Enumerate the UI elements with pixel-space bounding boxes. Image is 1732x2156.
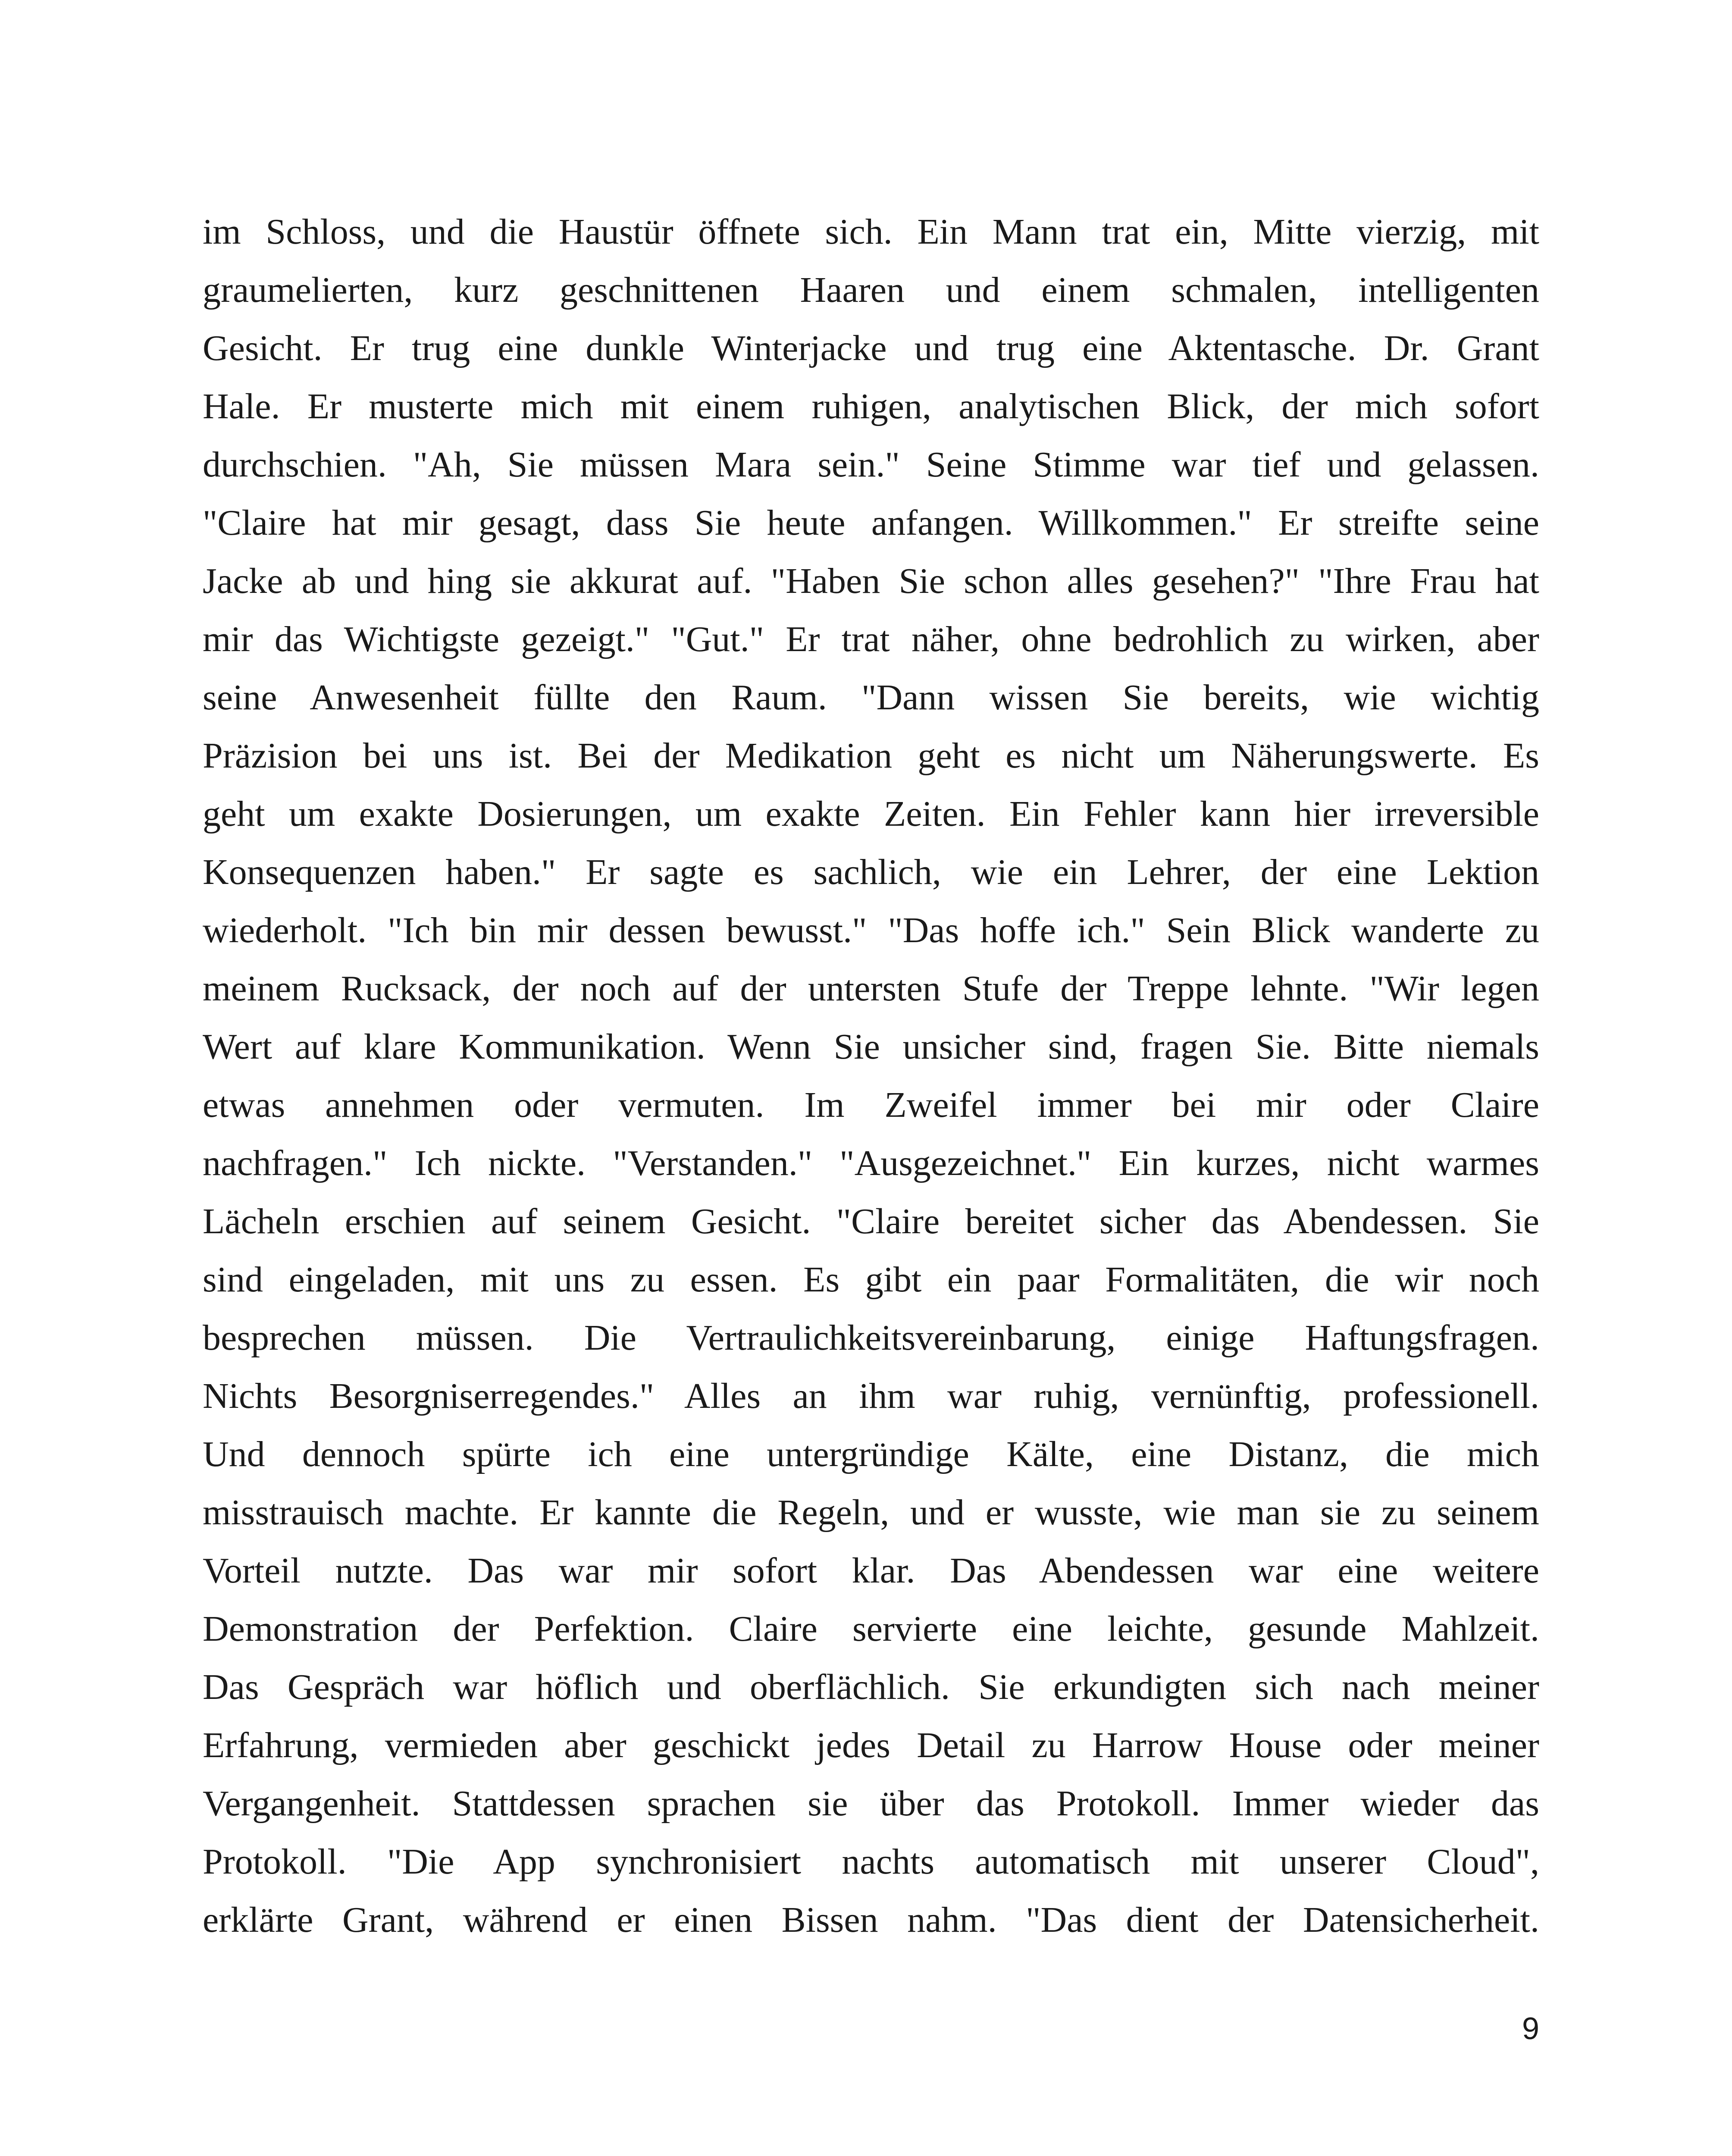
text-line: Vorteil nutzte. Das war mir sofort klar. Das Abendessen war eine weitere: [203, 1551, 1539, 1591]
text-line: misstrauisch machte. Er kannte die Regeln, und er wusste, wie man sie zu seinem: [203, 1492, 1539, 1532]
text-line: Protokoll. "Die App synchronisiert nachts automatisch mit unserer Cloud",: [203, 1842, 1539, 1882]
text-line: Jacke ab und hing sie akkurat auf. "Haben Sie schon alles gesehen?" "Ihre Frau hat: [203, 561, 1539, 601]
text-line: erklärte Grant, während er einen Bissen nahm. "Das dient der Datensicherheit.: [203, 1900, 1539, 1940]
text-line: Gesicht. Er trug eine dunkle Winterjacke und trug eine Aktentasche. Dr. Grant: [203, 328, 1539, 368]
body-text: [203, 203, 1539, 1949]
text-line: graumelierten, kurz geschnittenen Haaren und einem schmalen, intelligenten: [203, 270, 1539, 310]
text-line: Vergangenheit. Stattdessen sprachen sie über das Protokoll. Immer wieder das: [203, 1783, 1539, 1824]
text-line: im Schloss, und die Haustür öffnete sich. Ein Mann trat ein, Mitte vierzig, mit: [203, 212, 1539, 252]
text-line: Lächeln erschien auf seinem Gesicht. "Claire bereitet sicher das Abendessen. Sie: [203, 1201, 1539, 1241]
text-line: seine Anwesenheit füllte den Raum. "Dann wissen Sie bereits, wie wichtig: [203, 677, 1539, 718]
text-line: Erfahrung, vermieden aber geschickt jedes Detail zu Harrow House oder meiner: [203, 1725, 1539, 1765]
text-line: "Claire hat mir gesagt, dass Sie heute anfangen. Willkommen." Er streifte seine: [203, 503, 1539, 543]
text-line: sind eingeladen, mit uns zu essen. Es gibt ein paar Formalitäten, die wir noch: [203, 1260, 1539, 1300]
text-line: etwas annehmen oder vermuten. Im Zweifel immer bei mir oder Claire: [203, 1085, 1539, 1125]
page-number: 9: [1522, 2012, 1539, 2046]
text-line: wiederholt. "Ich bin mir dessen bewusst." "Das hoffe ich." Sein Blick wanderte zu: [203, 910, 1539, 950]
text-line: durchschien. "Ah, Sie müssen Mara sein." Seine Stimme war tief und gelassen.: [203, 445, 1539, 485]
text-line: Und dennoch spürte ich eine untergründige Kälte, eine Distanz, die mich: [203, 1434, 1539, 1474]
text-line: Nichts Besorgniserregendes." Alles an ihm war ruhig, vernünftig, professionell.: [203, 1376, 1539, 1416]
text-line: geht um exakte Dosierungen, um exakte Zeiten. Ein Fehler kann hier irreversible: [203, 794, 1539, 834]
text-line: mir das Wichtigste gezeigt." "Gut." Er trat näher, ohne bedrohlich zu wirken, aber: [203, 619, 1539, 659]
text-line: Konsequenzen haben." Er sagte es sachlich, wie ein Lehrer, der eine Lektion: [203, 852, 1539, 892]
text-line: besprechen müssen. Die Vertraulichkeitsvereinbarung, einige Haftungsfragen.: [203, 1318, 1539, 1358]
text-line: meinem Rucksack, der noch auf der untersten Stufe der Treppe lehnte. "Wir legen: [203, 968, 1539, 1009]
text-line: nachfragen." Ich nickte. "Verstanden." "Ausgezeichnet." Ein kurzes, nicht warmes: [203, 1143, 1539, 1183]
text-line: Wert auf klare Kommunikation. Wenn Sie unsicher sind, fragen Sie. Bitte niemals: [203, 1027, 1539, 1067]
text-line: Präzision bei uns ist. Bei der Medikation geht es nicht um Näherungswerte. Es: [203, 736, 1539, 776]
text-line: Das Gespräch war höflich und oberflächlich. Sie erkundigten sich nach meiner: [203, 1667, 1539, 1707]
text-line: Demonstration der Perfektion. Claire servierte eine leichte, gesunde Mahlzeit.: [203, 1609, 1539, 1649]
text-line: Hale. Er musterte mich mit einem ruhigen, analytischen Blick, der mich sofort: [203, 386, 1539, 426]
